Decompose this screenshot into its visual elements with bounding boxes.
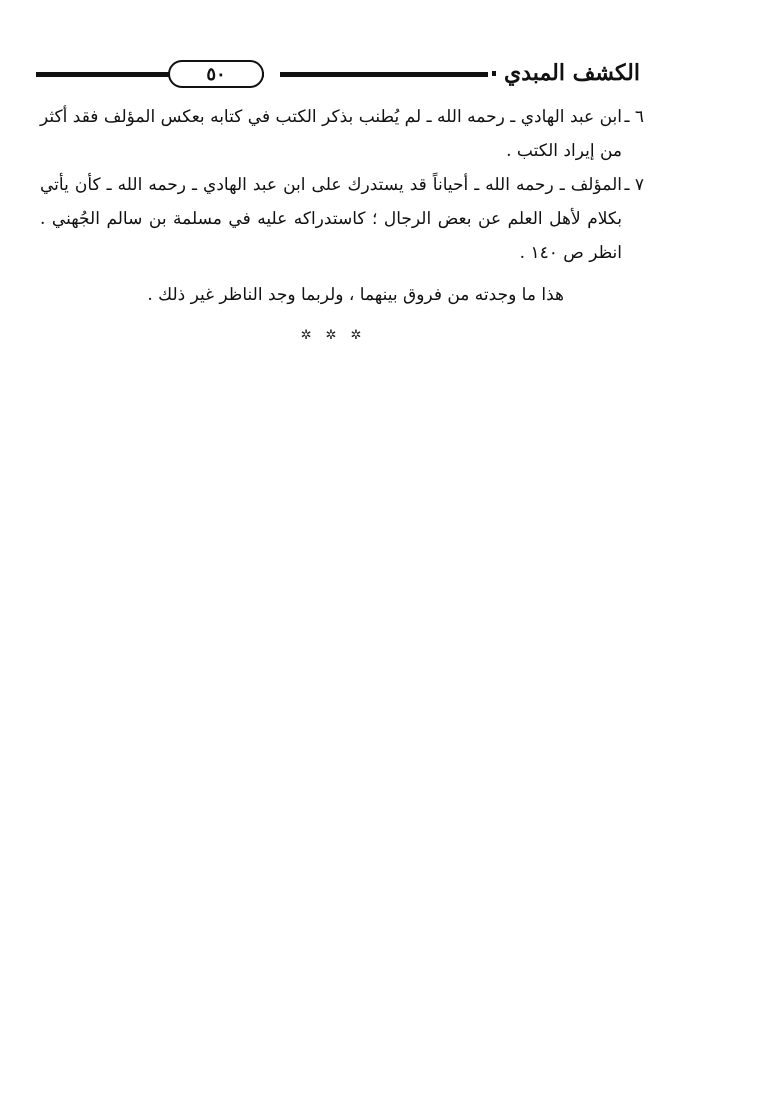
note-text: ابن عبد الهادي ـ رحمه الله ـ لم يُطنب بذكر الكتب في كتابه بعكس المؤلف فقد أكثر من إيراد الكتب .	[40, 107, 622, 161]
note-number: ٧ ـ	[624, 175, 644, 195]
note-7	[40, 168, 644, 270]
page-number-badge	[168, 60, 264, 88]
oval-gap	[264, 68, 280, 80]
note-number: ٦ ـ	[624, 107, 644, 127]
closing-sentence: هذا ما وجدته من فروق بينهما ، ولربما وجد الناظر غير ذلك .	[147, 285, 564, 305]
note-text: المؤلف ـ رحمه الله ـ أحياناً قد يستدرك على ابن عبد الهادي ـ رحمه الله ـ كأن يأتي بكلام لأهل العلم عن بعض الرجال ؛ كاستدراكه عليه في مسلمة بن سالم الجُهني . انظر ص ١٤٠ .	[40, 175, 622, 263]
running-title: الكشف المبدي	[496, 60, 640, 86]
page-header	[36, 58, 640, 92]
note-6	[40, 100, 644, 168]
section-separator: ✲✲✲	[300, 328, 376, 343]
page-body	[40, 100, 644, 312]
page-number: ٥٠	[206, 63, 226, 85]
